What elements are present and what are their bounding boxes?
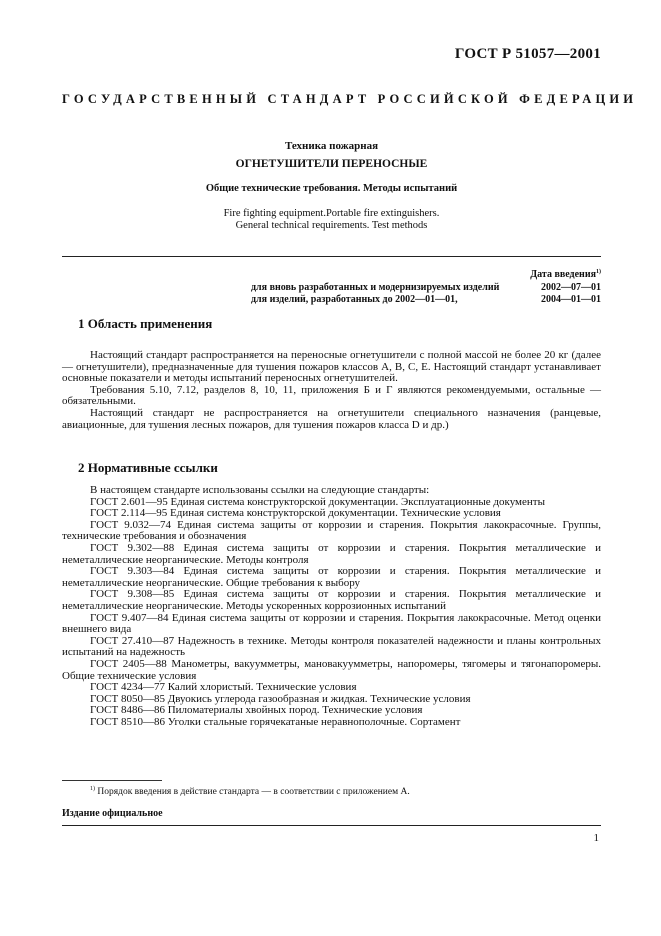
- official-edition-label: Издание официальное: [62, 808, 163, 819]
- reference-item: ГОСТ 4234—77 Калий хлористый. Технические условия: [90, 681, 357, 694]
- state-standard-title: ГОСУДАРСТВЕННЫЙ СТАНДАРТ РОССИЙСКОЙ ФЕДЕРАЦИИ: [62, 92, 638, 106]
- edition-divider: [62, 825, 601, 826]
- document-code: ГОСТ Р 51057—2001: [454, 46, 601, 62]
- title-english: [62, 208, 601, 232]
- title-category: Техника пожарная: [284, 140, 379, 152]
- introduction-date-block: [251, 266, 601, 307]
- reference-item: ГОСТ 9.407—84 Единая система защиты от коррозии и старения. Покрытия лакокрасочные. Метод оценки внешнего вида: [62, 611, 601, 636]
- intro-row: для изделий, разработанных до 2002—01—01, 2004—01—01: [251, 294, 601, 305]
- section-heading-scope: 1 Область применения: [78, 316, 213, 331]
- reference-item: ГОСТ 8486—86 Пиломатериалы хвойных пород. Технические условия: [90, 704, 423, 717]
- reference-item: ГОСТ 8050—85 Двуокись углерода газообразная и жидкая. Технические условия: [90, 692, 471, 705]
- section-heading-references: 2 Нормативные ссылки: [78, 460, 218, 475]
- reference-item: ГОСТ 2.114—95 Единая система конструкторской документации. Технические условия: [90, 507, 501, 520]
- reference-item: ГОСТ 9.302—88 Единая система защиты от коррозии и старения. Покрытия металлические и неметаллические неорганические. Методы контроля: [62, 541, 601, 566]
- page-number: 1: [593, 832, 599, 844]
- paragraph: Настоящий стандарт не распространяется на огнетушители специального назначения (ранцевые, авиационные, для тушения лесных пожаров, для тушения пожаров класса D и др.): [62, 406, 601, 431]
- title-english-line1: Fire fighting equipment.Portable fire extinguishers.: [223, 208, 440, 219]
- paragraph: Настоящий стандарт распространяется на переносные огнетушители с полной массой не более 20 кг (далее — огнетушители), предназначенные для тушения пожаров классов А, В, С, Е. Настоящий стандарт устанавливает основные показатели и методы испытаний переносных огнетушителей.: [62, 349, 601, 385]
- reference-item: ГОСТ 9.308—85 Единая система защиты от коррозии и старения. Покрытия металлические и неметаллические неорганические. Методы ускоренных коррозионных испытаний: [62, 588, 601, 612]
- title-divider: [62, 256, 601, 257]
- reference-item: ГОСТ 8510—86 Уголки стальные горячекатаные неравнополочные. Сортамент: [90, 715, 461, 728]
- footnote: $^{1)}$ Порядок введения в действие стандарта — в соответствии с приложением А.: [90, 786, 410, 797]
- reference-item: ГОСТ 2.601—95 Единая система конструкторской документации. Эксплуатационные документы: [90, 495, 545, 508]
- title-subtitle: Общие технические требования. Методы испытаний: [205, 183, 458, 194]
- references-intro: В настоящем стандарте использованы ссылки на следующие стандарты:: [90, 484, 430, 496]
- intro-row: для вновь разработанных и модернизируемых изделий 2002—07—01: [251, 281, 601, 293]
- reference-item: ГОСТ 9.032—74 Единая система защиты от коррозии и старения. Покрытия лакокрасочные. Группы, технические требования и обозначения: [62, 518, 601, 543]
- title-main: ОГНЕТУШИТЕЛИ ПЕРЕНОСНЫЕ: [235, 158, 428, 170]
- introduction-date-label: Дата введения$^{1)}$: [530, 269, 601, 280]
- references-list: [62, 485, 601, 728]
- reference-item: ГОСТ 9.303—84 Единая система защиты от коррозии и старения. Покрытия металлические и неметаллические неорганические. Общие требования к выбору: [62, 565, 601, 589]
- paragraph: Требования 5.10, 7.12, разделов 8, 10, 11, приложения Б и Г являются рекомендуемыми, остальные — обязательными.: [62, 383, 601, 408]
- footnote-divider: [62, 780, 162, 781]
- title-english-line2: General technical requirements. Test methods: [235, 220, 428, 231]
- reference-item: ГОСТ 2405—88 Манометры, вакуумметры, мановакуумметры, напоромеры, тягомеры и тягонапоромеры. Общие технические условия: [62, 657, 601, 682]
- reference-item: ГОСТ 27.410—87 Надежность в технике. Методы контроля показателей надежности и планы контрольных испытаний на надежность: [62, 634, 601, 659]
- section-scope-body: [62, 350, 601, 431]
